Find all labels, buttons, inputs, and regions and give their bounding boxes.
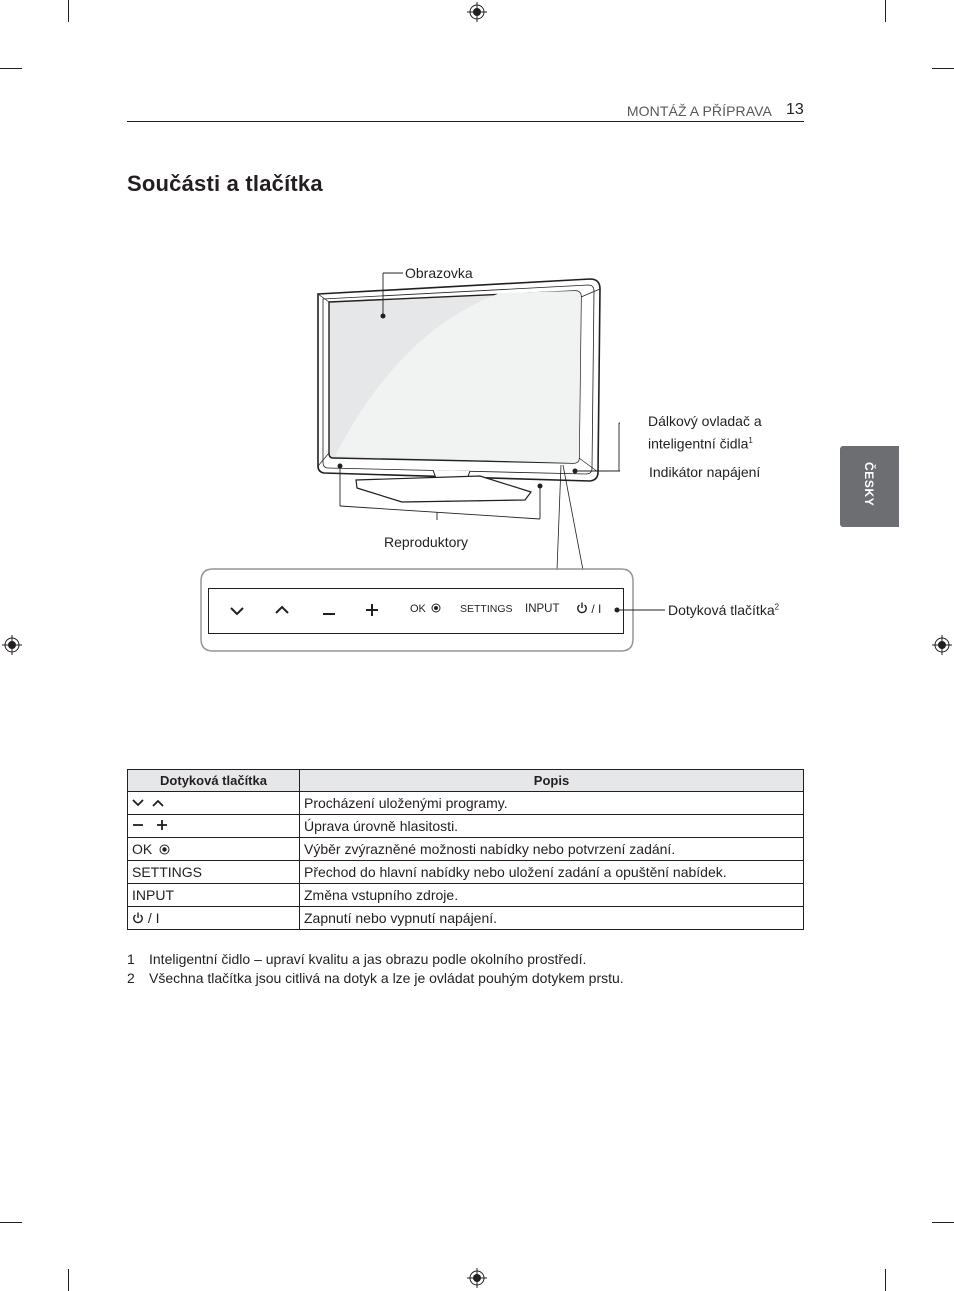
footnotes bbox=[127, 950, 624, 988]
touch-control-panel bbox=[208, 588, 624, 634]
ok-dot-icon bbox=[159, 844, 170, 855]
plus-icon bbox=[156, 819, 168, 831]
screen-label: Obrazovka bbox=[405, 265, 473, 281]
minus-icon bbox=[132, 819, 144, 831]
ok-dot-icon bbox=[431, 603, 441, 613]
speakers-label: Reproduktory bbox=[384, 534, 469, 550]
section-name: MONTÁŽ A PŘÍPRAVA bbox=[626, 103, 772, 119]
crop-mark bbox=[0, 68, 22, 69]
table-row bbox=[128, 838, 804, 861]
registration-mark-icon bbox=[467, 2, 487, 22]
header-rule bbox=[127, 121, 804, 122]
chevron-up-icon[interactable] bbox=[274, 604, 290, 616]
chevron-down-icon bbox=[132, 798, 144, 808]
table-cell-desc: Procházení uloženými programy. bbox=[300, 792, 804, 815]
registration-mark-icon bbox=[2, 635, 22, 655]
registration-mark-icon bbox=[932, 635, 952, 655]
power-icon bbox=[576, 602, 588, 614]
table-cell-key: SETTINGS bbox=[128, 861, 300, 884]
table-cell-desc: Zapnutí nebo vypnutí napájení. bbox=[300, 907, 804, 930]
power-button[interactable] bbox=[576, 602, 601, 616]
registration-mark-icon bbox=[467, 1268, 487, 1288]
table-cell-desc: Změna vstupního zdroje. bbox=[300, 884, 804, 907]
table-row bbox=[128, 907, 804, 930]
table-cell-key: / I bbox=[128, 907, 300, 930]
power-indicator-label: Indikátor napájení bbox=[649, 464, 761, 480]
page-title: Součásti a tlačítka bbox=[127, 171, 323, 196]
table-cell-desc: Výběr zvýrazněné možnosti nabídky nebo potvrzení zadání. bbox=[300, 838, 804, 861]
chevron-up-icon bbox=[152, 798, 164, 808]
crop-mark bbox=[0, 1222, 22, 1223]
table-cell-desc: Úprava úrovně hlasitosti. bbox=[300, 815, 804, 838]
ok-button[interactable] bbox=[410, 603, 441, 615]
touch-buttons-label: Dotyková tlačítka$^2$ bbox=[668, 602, 780, 618]
table-cell-key: OK bbox=[128, 838, 300, 861]
plus-icon[interactable] bbox=[365, 603, 379, 617]
language-tab-label: ČESKY bbox=[862, 462, 876, 507]
remote-sensor-label-line1: Dálkový ovladač a bbox=[648, 413, 762, 429]
input-button[interactable]: INPUT bbox=[525, 603, 560, 615]
footnote: 1 Inteligentní čidlo – upraví kvalitu a jas obrazu podle okolního prostředí. bbox=[127, 951, 587, 967]
power-button-label: / I bbox=[591, 602, 602, 616]
table-header-description: Popis bbox=[300, 770, 804, 792]
table-header-buttons: Dotyková tlačítka bbox=[128, 770, 300, 792]
table-cell-desc: Přechod do hlavní nabídky nebo uložení zadání a opuštění nabídek. bbox=[300, 861, 804, 884]
minus-icon[interactable] bbox=[322, 606, 336, 618]
table-cell-key: INPUT bbox=[128, 884, 300, 907]
ok-button-label: OK bbox=[410, 603, 426, 615]
table-row bbox=[128, 861, 804, 884]
crop-mark bbox=[932, 1222, 954, 1223]
page-number: 13 bbox=[786, 101, 804, 118]
crop-mark bbox=[885, 0, 886, 22]
crop-mark bbox=[932, 68, 954, 69]
crop-mark bbox=[885, 1269, 886, 1291]
language-tab bbox=[840, 446, 899, 527]
chevron-down-icon[interactable] bbox=[229, 605, 245, 617]
touch-buttons-table bbox=[127, 769, 804, 930]
table-cell-key bbox=[128, 815, 300, 838]
remote-sensor-label bbox=[648, 412, 762, 454]
touch-buttons-leader bbox=[612, 605, 666, 615]
table-header-row bbox=[128, 770, 804, 792]
settings-button[interactable]: SETTINGS bbox=[460, 603, 513, 615]
table-row bbox=[128, 884, 804, 907]
table-row bbox=[128, 815, 804, 838]
table-row bbox=[128, 792, 804, 815]
power-icon bbox=[132, 912, 144, 924]
footnote: 2 Všechna tlačítka jsou citlivá na dotyk a lze je ovládat pouhým dotykem prstu. bbox=[127, 970, 624, 986]
crop-mark bbox=[68, 1269, 69, 1291]
remote-sensor-label-line2: inteligentní čidla$^1$ bbox=[648, 435, 753, 452]
table-cell-key bbox=[128, 792, 300, 815]
crop-mark bbox=[68, 0, 69, 22]
